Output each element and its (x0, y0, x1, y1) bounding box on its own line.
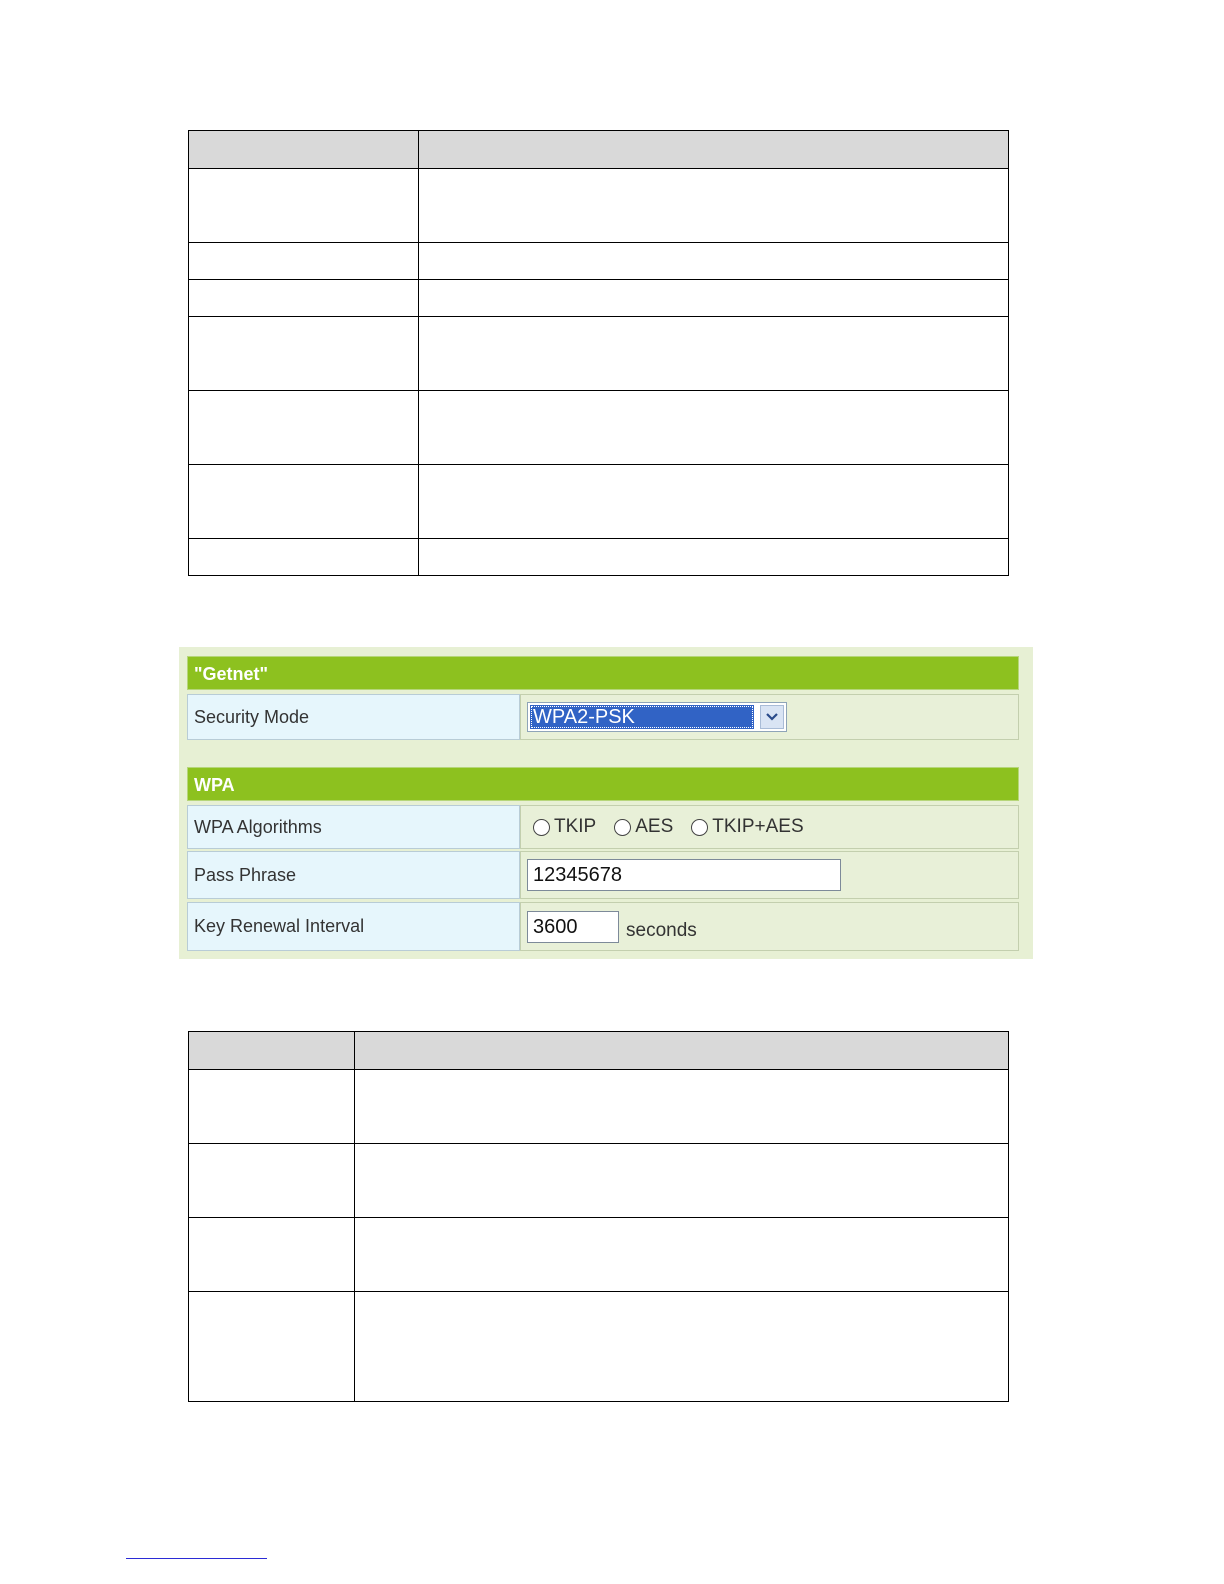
table-cell (189, 169, 419, 243)
table-cell (419, 280, 1009, 317)
table-cell (355, 1144, 1009, 1218)
radio-option-tkip[interactable] (533, 816, 596, 838)
table-cell (419, 539, 1009, 576)
chevron-down-icon[interactable] (760, 705, 784, 729)
table-row (189, 391, 1009, 465)
security-mode-label: Security Mode (187, 694, 520, 740)
security-mode-selected-value: WPA2-PSK (530, 705, 754, 729)
table-row (189, 1218, 1009, 1292)
table-header-cell (189, 131, 419, 169)
key-renewal-interval-label: Key Renewal Interval (187, 902, 520, 951)
ssid-section-header: "Getnet" (187, 656, 1019, 690)
table-row (189, 317, 1009, 391)
table-cell (189, 243, 419, 280)
table-cell (419, 465, 1009, 539)
table-header-row (189, 1032, 1009, 1070)
table-row (189, 1144, 1009, 1218)
table-header-cell (419, 131, 1009, 169)
table-cell (189, 539, 419, 576)
parameter-table-top (188, 130, 1009, 576)
table-row (189, 280, 1009, 317)
table-cell (355, 1218, 1009, 1292)
table-cell (189, 1292, 355, 1402)
table-cell (419, 391, 1009, 465)
table-cell (355, 1292, 1009, 1402)
table-cell (419, 169, 1009, 243)
wpa-algorithms-radio-group (533, 816, 822, 838)
table-cell (189, 317, 419, 391)
wpa-algorithms-label: WPA Algorithms (187, 805, 520, 849)
footer-link-underline[interactable] (126, 1558, 267, 1559)
wpa-section-header: WPA (187, 767, 1019, 801)
table-cell (419, 317, 1009, 391)
parameter-table-bottom (188, 1031, 1009, 1402)
key-renewal-interval-input[interactable]: 3600 (527, 911, 619, 943)
radio-label: TKIP (554, 816, 597, 837)
table-cell (189, 1144, 355, 1218)
pass-phrase-cell (520, 851, 1019, 899)
table-row (189, 465, 1009, 539)
radio-label: TKIP+AES (712, 816, 804, 837)
radio-icon[interactable] (533, 819, 550, 836)
security-mode-cell (520, 694, 1019, 740)
radio-option-tkip-aes[interactable] (691, 816, 803, 838)
table-header-cell (189, 1032, 355, 1070)
table-cell (189, 1218, 355, 1292)
pass-phrase-input[interactable]: 12345678 (527, 859, 841, 891)
radio-label: AES (635, 816, 674, 837)
table-header-row (189, 131, 1009, 169)
table-row (189, 243, 1009, 280)
pass-phrase-label: Pass Phrase (187, 851, 520, 899)
table-cell (189, 465, 419, 539)
table-cell (189, 1070, 355, 1144)
table-row (189, 1070, 1009, 1144)
table-row (189, 1292, 1009, 1402)
wireless-security-panel (179, 647, 1033, 959)
table-cell (189, 280, 419, 317)
table-cell (355, 1070, 1009, 1144)
key-renewal-interval-cell (520, 902, 1019, 951)
seconds-unit-label: seconds (626, 919, 697, 941)
table-row (189, 539, 1009, 576)
table-row (189, 169, 1009, 243)
radio-option-aes[interactable] (614, 816, 673, 838)
table-cell (419, 243, 1009, 280)
table-cell (189, 391, 419, 465)
wpa-algorithms-cell (520, 805, 1019, 849)
security-mode-select[interactable] (527, 702, 787, 732)
table-header-cell (355, 1032, 1009, 1070)
radio-icon[interactable] (691, 819, 708, 836)
radio-icon[interactable] (614, 819, 631, 836)
